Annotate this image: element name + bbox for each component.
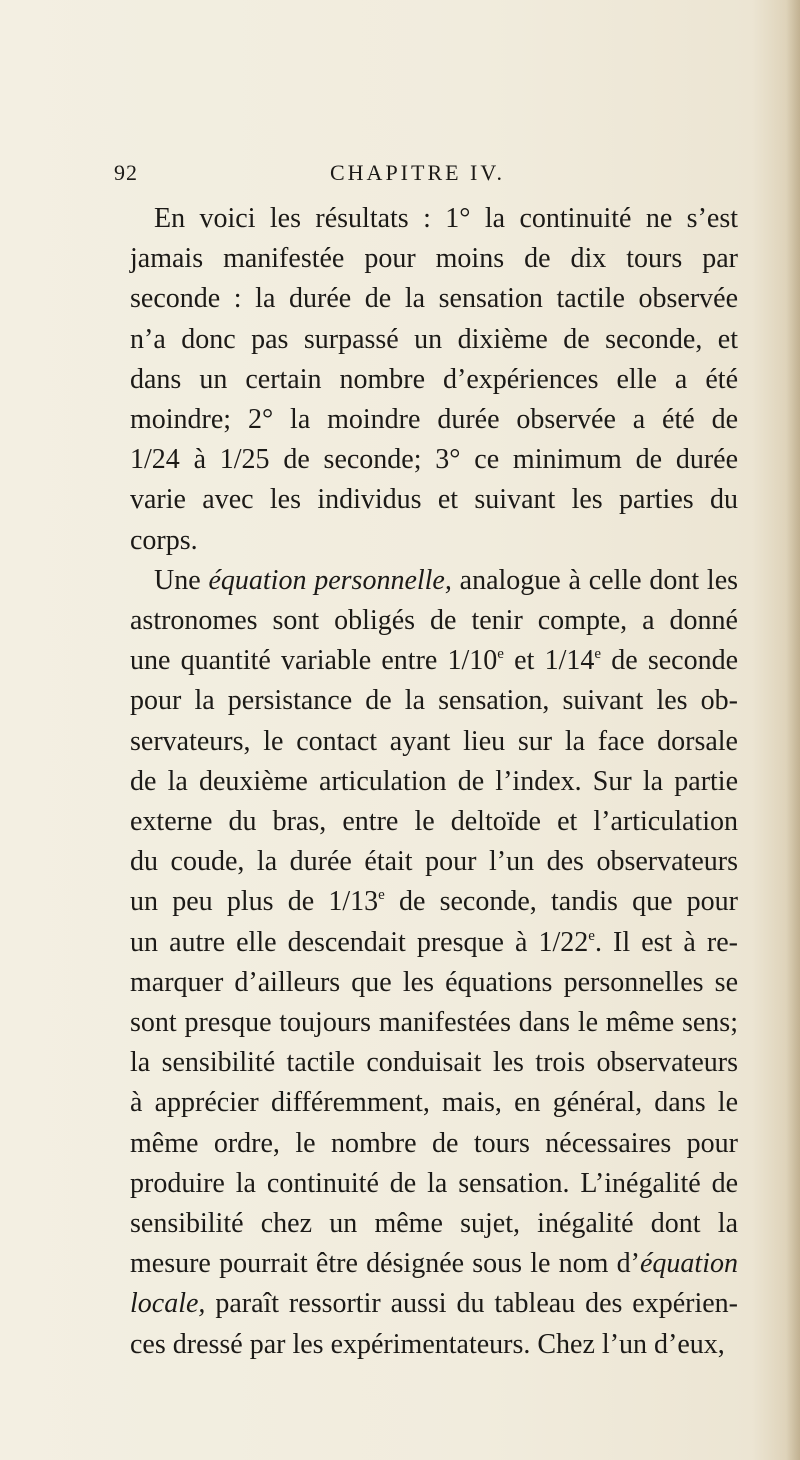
text-line: 1/24 à 1/25 de seconde; 3° ce minimum de durée (130, 444, 738, 476)
superscript: e (588, 927, 595, 944)
superscript: e (378, 887, 385, 904)
text-line: En voici les résultats : 1° la continuité ne s’est (154, 203, 738, 234)
text-line (130, 561, 738, 601)
text-line: servateurs, le contact ayant lieu sur la face dorsale (130, 725, 738, 757)
page-edge-shadow (786, 0, 800, 1460)
text-fragment: de seconde, tandis que pour (398, 886, 739, 918)
text-fragment: un autre elle descendait presque à 1/22 (130, 926, 589, 958)
text-line: dans un certain nombre d’expériences elle a été (130, 363, 738, 395)
body-text (130, 199, 738, 1365)
text-line: du coude, la durée était pour l’un des observateurs (130, 846, 738, 878)
text-line (130, 1244, 738, 1284)
text-line: ces dressé par les expérimentateurs. Chez l’un d’eux, (130, 1328, 725, 1360)
text-line: sont presque toujours manifestées dans le même sens; (130, 1007, 738, 1039)
text-fragment: une quantité variable entre 1/10 (130, 645, 498, 677)
text-fragment: de seconde (611, 645, 739, 677)
text-fragment: analogue à celle dont les (459, 564, 739, 596)
text-line: jamais manifestée pour moins de dix tours par (130, 243, 738, 275)
text-line: produire la continuité de la sensation. L’inégalité de (130, 1167, 738, 1199)
text-line: corps. (130, 524, 198, 556)
text-line (130, 641, 738, 681)
text-line: varie avec les individus et suivant les parties du (130, 484, 738, 516)
text-fragment: un peu plus de 1/13 (130, 886, 379, 918)
superscript: e (594, 646, 602, 663)
text-fragment: paraît ressortir aussi du tableau des expérien- (215, 1288, 738, 1320)
text-line (130, 882, 738, 922)
running-head (0, 160, 800, 190)
text-line: même ordre, le nombre de tours nécessaires pour (130, 1127, 738, 1159)
text-line: astronomes sont obligés de tenir compte, a donné (130, 605, 738, 637)
text-line: externe du bras, entre le deltoïde et l’articulation (130, 806, 738, 838)
text-fragment: mesure pourrait être désignée sous le nom d’ (130, 1248, 640, 1280)
page-number: 92 (114, 160, 138, 185)
text-line: de la deuxième articulation de l’index. Sur la partie (130, 765, 738, 797)
text-fragment: Une (154, 564, 201, 596)
italic-term: équation (640, 1248, 738, 1280)
superscript: e (497, 646, 504, 663)
text-line (130, 1284, 738, 1324)
text-line: la sensibilité tactile conduisait les trois observateurs (130, 1047, 738, 1079)
text-line: marquer d’ailleurs que les équations personnelles se (130, 966, 738, 998)
text-fragment: . Il est à re- (594, 926, 738, 958)
text-line: à apprécier différemment, mais, en général, dans le (130, 1087, 738, 1119)
italic-term: équation personnelle, (208, 564, 452, 596)
text-line (130, 923, 738, 963)
chapter-title: CHAPITRE IV. (330, 160, 505, 185)
text-line: pour la persistance de la sensation, suivant les ob- (130, 685, 738, 717)
text-line: sensibilité chez un même sujet, inégalité dont la (130, 1208, 738, 1240)
text-fragment: et 1/14 (514, 645, 595, 677)
text-line: moindre; 2° la moindre durée observée a été de (130, 404, 738, 436)
text-line: seconde : la durée de la sensation tactile observée (130, 283, 738, 315)
text-line: n’a donc pas surpassé un dixième de seconde, et (130, 323, 738, 355)
italic-term: locale, (130, 1288, 206, 1320)
